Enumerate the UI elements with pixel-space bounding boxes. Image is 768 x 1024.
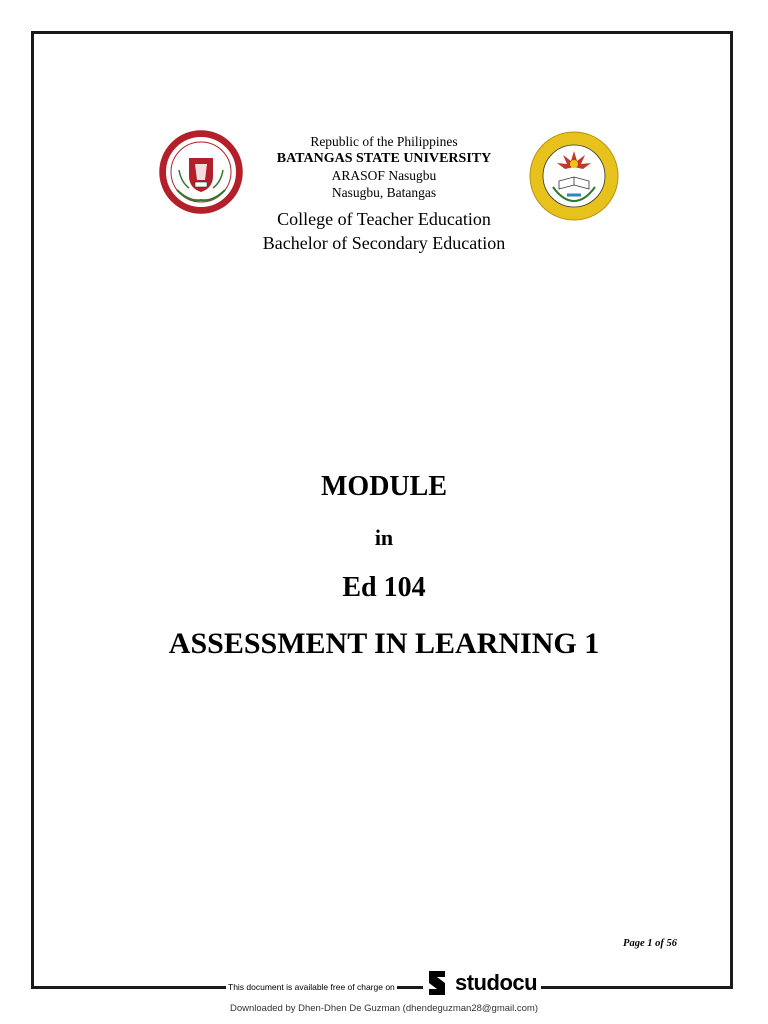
- downloaded-by-note: Downloaded by Dhen-Dhen De Guzman (dhendeguzman28@gmail.com): [229, 1003, 538, 1014]
- university-name: BATANGAS STATE UNIVERSITY: [276, 151, 492, 166]
- studocu-logo-icon: [423, 969, 453, 997]
- module-in-text: in: [374, 525, 394, 550]
- course-title: ASSESSMENT IN LEARNING 1: [168, 627, 600, 660]
- location-line: Nasugbu, Batangas: [331, 185, 437, 200]
- module-heading: MODULE: [321, 471, 447, 502]
- republic-line: Republic of the Philippines: [310, 134, 458, 149]
- brand-name: studocu: [455, 970, 538, 995]
- page-number: Page 1 of 56: [623, 938, 677, 949]
- availability-note: This document is available free of charge on: [228, 982, 395, 992]
- college-name: College of Teacher Education: [277, 209, 491, 229]
- studocu-brand[interactable]: [423, 969, 541, 997]
- course-code: Ed 104: [342, 572, 426, 603]
- document-header: [0, 133, 768, 255]
- program-name: Bachelor of Secondary Education: [262, 233, 506, 253]
- campus-line: ARASOF Nasugbu: [331, 168, 437, 183]
